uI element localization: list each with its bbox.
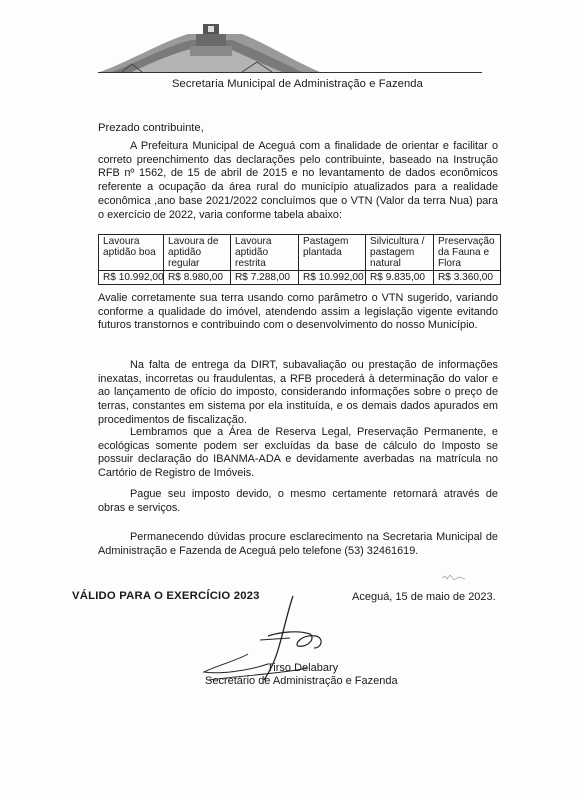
table-header-cell: Pastagem plantada (299, 235, 366, 271)
reserve-paragraph: Lembramos que a Área de Reserva Legal, Preservação Permanente, e ecológicas somente podem ser excluídas da base de cálculo do Imposto se possuir declaração do IBANMA-ADA e devidamente averbadas na matrícula no Cartório de Registro de Imóveis. (98, 426, 498, 480)
vtn-table-header-row (99, 235, 501, 271)
table-value-cell: R$ 8.980,00 (164, 271, 231, 285)
header-divider (98, 72, 482, 73)
dirt-paragraph: Na falta de entrega da DIRT, subavaliação ou prestação de informações inexatas, incorretas ou fraudulentas, a RFB procederá à determinação do valor e ao lançamento de ofício do imposto, considerando informações sobre o preço de terras, constantes em sistema por ela instituída, e os demais dados apurados em procedimentos de fiscalização. (98, 359, 498, 426)
table-value-cell: R$ 10.992,00 (99, 271, 164, 285)
intro-paragraph: A Prefeitura Municipal de Aceguá com a finalidade de orientar e facilitar o correto preenchimento das declarações pelo contribuinte, baseado na Instrução RFB nº 1562, de 15 de abril de 2015 e no levantamento de dados econômicos referente a ocupação da área rural do município atualizados para a realidade econômica ,ano base 2021/2022 concluímos que o VTN (Valor da terra Nua) para o exercício de 2022, varia conforme tabela abaixo: (98, 140, 498, 221)
table-header-cell: Silvicultura / pastagem natural (366, 235, 434, 271)
logo-monument-icon (190, 24, 232, 56)
department-name: Secretaria Municipal de Administração e Fazenda (172, 78, 423, 90)
signer-name: Tirso Delabary (267, 662, 339, 674)
table-header-cell: Lavoura aptidão restrita (231, 235, 299, 271)
table-header-cell: Preservação da Fauna e Flora (434, 235, 501, 271)
municipal-logo (92, 20, 472, 80)
signer-title: Secretário de Administração e Fazenda (205, 675, 398, 687)
validity-label: VÁLIDO PARA O EXERCÍCIO 2023 (72, 590, 260, 602)
table-value-cell: R$ 3.360,00 (434, 271, 501, 285)
paper-smudge (440, 570, 470, 584)
table-value-cell: R$ 7.288,00 (231, 271, 299, 285)
greeting: Prezado contribuinte, (98, 122, 204, 134)
table-header-cell: Lavoura de aptidão regular (164, 235, 231, 271)
contact-paragraph: Permanecendo dúvidas procure esclarecimento na Secretaria Municipal de Administração e Fazenda de Aceguá pelo telefone (53) 32461619. (98, 531, 498, 557)
evaluate-paragraph: Avalie corretamente sua terra usando como parâmetro o VTN sugerido, variando conforme a qualidade do imóvel, atendendo assim a legislação vigente evitando futuros transtornos e contribuindo com o desenvolvimento do nosso Município. (98, 292, 498, 332)
table-value-cell: R$ 10.992,00 (299, 271, 366, 285)
vtn-table-value-row (99, 271, 501, 285)
table-header-cell: Lavoura aptidão boa (99, 235, 164, 271)
vtn-table (98, 234, 501, 285)
pay-paragraph: Pague seu imposto devido, o mesmo certamente retornará através de obras e serviços. (98, 488, 498, 514)
table-value-cell: R$ 9.835,00 (366, 271, 434, 285)
place-date: Aceguá, 15 de maio de 2023. (352, 591, 496, 603)
